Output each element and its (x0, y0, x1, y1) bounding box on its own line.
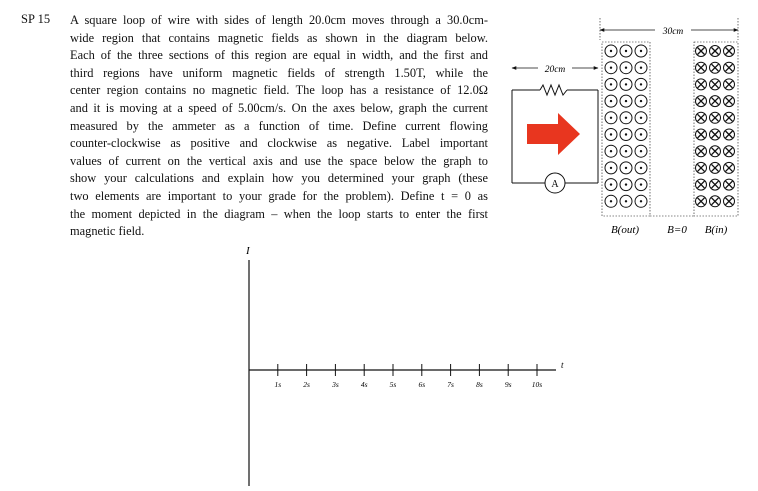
problem-line: show your calculations and explain how you determined your graph (these (70, 171, 488, 186)
field-out-icon (620, 78, 632, 90)
y-axis-label: I (246, 245, 250, 257)
problem-line: and it is moving at a speed of 5.00cm/s. On the axes below, graph the current (70, 100, 488, 115)
problem-line: magnetic field. (70, 224, 145, 239)
field-in-icon (724, 46, 735, 57)
field-out-icon (605, 78, 617, 90)
field-out-icon (635, 78, 647, 90)
field-in-icon (696, 79, 707, 90)
field-in-icon (724, 162, 735, 173)
field-in-icon (710, 79, 721, 90)
field-out-icon (620, 195, 632, 207)
current-time-axes (245, 245, 564, 486)
field-in-icon (724, 179, 735, 190)
field-in-icon (724, 62, 735, 73)
resistor-icon (540, 85, 567, 95)
x-axis-ticks (274, 364, 542, 389)
field-in-icon (696, 62, 707, 73)
field-out-icon (605, 62, 617, 74)
field-in-icon (696, 46, 707, 57)
field-out-icon (635, 129, 647, 141)
field-in-icon (710, 146, 721, 157)
x-tick-label: 1s (274, 380, 282, 389)
field-out-icon (605, 179, 617, 191)
field-out-symbols (605, 45, 647, 207)
field-in-icon (710, 196, 721, 207)
problem-number: SP 15 (21, 12, 51, 26)
field-out-icon (605, 195, 617, 207)
field-in-icon (724, 79, 735, 90)
x-tick-label: 6s (418, 380, 426, 389)
problem-line: counter-clockwise as positive and clockwise as negative. Label important (70, 136, 488, 151)
field-in-icon (710, 129, 721, 140)
x-tick-label: 4s (360, 380, 368, 389)
field-out-icon (620, 95, 632, 107)
field-out-icon (635, 112, 647, 124)
x-tick-label: 9s (504, 380, 512, 389)
field-label-in: B(in) (704, 224, 728, 236)
problem-line: third regions have uniform magnetic fields of strength 1.50T, while the (70, 65, 488, 80)
field-out-icon (635, 45, 647, 57)
problem-line: wide region that contains magnetic fields as shown in the diagram below. (70, 30, 488, 45)
field-out-icon (635, 162, 647, 174)
field-out-icon (635, 95, 647, 107)
x-tick-label: 10s (531, 380, 543, 389)
field-label-out: B(out) (610, 224, 640, 236)
problem-line: the moment depicted in the diagram – when the loop starts to enter the first (70, 206, 488, 221)
x-tick-label: 8s (476, 380, 483, 389)
field-label-zero: B=0 (667, 224, 687, 236)
field-in-icon (696, 196, 707, 207)
x-tick-label: 2s (303, 380, 310, 389)
field-in-icon (724, 96, 735, 107)
loop-diagram (512, 18, 738, 236)
field-in-icon (724, 196, 735, 207)
field-in-icon (710, 179, 721, 190)
field-in-icon (696, 96, 707, 107)
velocity-arrow-icon (527, 113, 580, 155)
problem-line: measured by the ammeter as a function of time. Define current flowing (70, 118, 488, 133)
field-out-icon (635, 179, 647, 191)
field-out-icon (620, 145, 632, 157)
field-in-icon (696, 162, 707, 173)
x-axis-label: t (561, 360, 564, 370)
field-in-icon (696, 179, 707, 190)
field-out-icon (635, 145, 647, 157)
field-in-icon (696, 146, 707, 157)
problem-line: values of current on the vertical axis and use the space below the graph to (70, 153, 488, 168)
field-in-icon (710, 112, 721, 123)
field-out-icon (635, 62, 647, 74)
x-tick-label: 3s (332, 380, 339, 389)
field-in-icon (696, 112, 707, 123)
field-out-icon (635, 195, 647, 207)
field-out-icon (605, 45, 617, 57)
field-out-icon (620, 179, 632, 191)
field-out-icon (620, 62, 632, 74)
field-in-icon (724, 146, 735, 157)
field-out-icon (605, 129, 617, 141)
field-in-icon (724, 112, 735, 123)
ammeter-label: A (551, 179, 559, 190)
field-in-icon (710, 46, 721, 57)
field-out-icon (605, 95, 617, 107)
field-out-icon (605, 162, 617, 174)
field-out-icon (605, 145, 617, 157)
field-in-icon (710, 62, 721, 73)
problem-line: Each of the three sections of this region are equal in width, and the first and (70, 48, 488, 63)
field-in-icon (710, 96, 721, 107)
field-in-icon (724, 129, 735, 140)
problem-line: two elements are important to your grade for the problem). Define t = 0 as (70, 188, 488, 203)
x-tick-label: 5s (389, 380, 397, 389)
loop-side-label: 20cm (544, 65, 566, 75)
problem-line: A square loop of wire with sides of length 20.0cm moves through a 30.0cm- (70, 13, 488, 27)
region-width-label: 30cm (662, 27, 684, 37)
field-out-icon (620, 162, 632, 174)
field-out-icon (620, 45, 632, 57)
field-in-icon (710, 162, 721, 173)
field-in-symbols (696, 46, 735, 207)
problem-line: center region contains no magnetic field. The loop has a resistance of 12.0Ω (70, 83, 488, 98)
field-out-icon (605, 112, 617, 124)
x-tick-label: 7s (447, 380, 454, 389)
field-out-icon (620, 112, 632, 124)
field-in-icon (696, 129, 707, 140)
field-out-icon (620, 129, 632, 141)
